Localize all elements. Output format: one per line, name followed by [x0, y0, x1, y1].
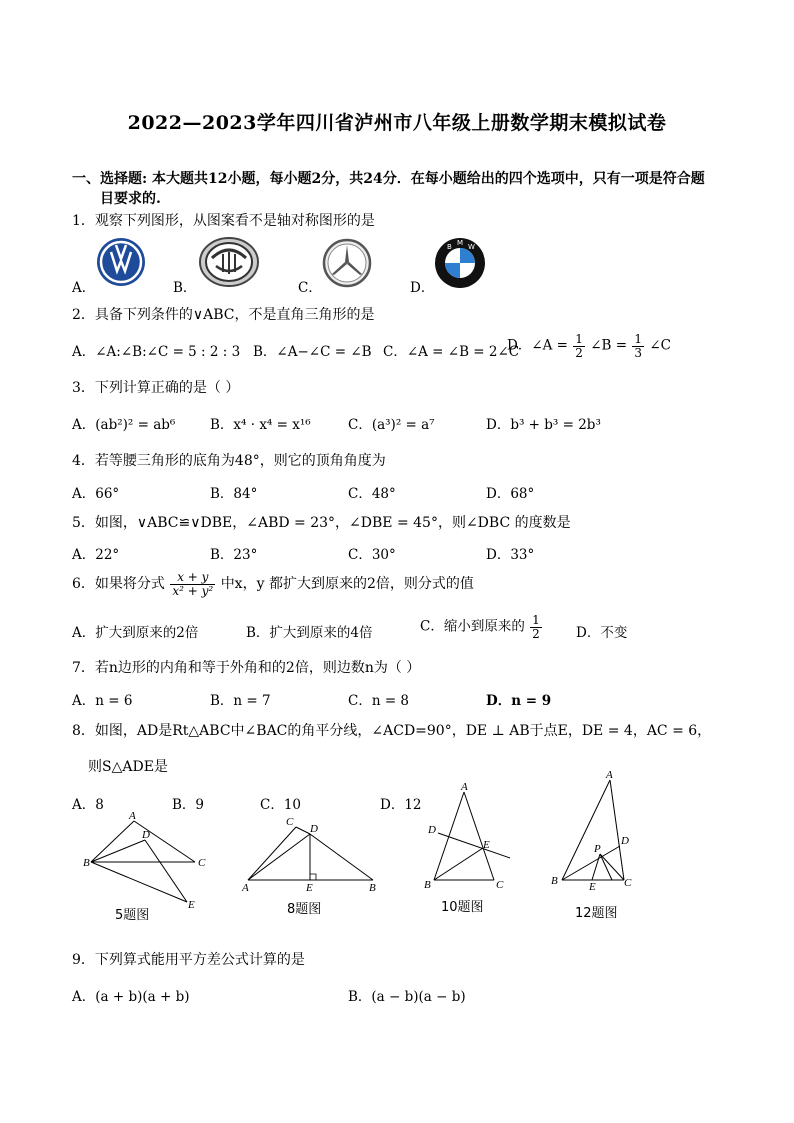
- q2-option-b: B．∠A−∠C = ∠B: [253, 344, 372, 360]
- page-title: 2022—2023学年四川省泸州市八年级上册数学期末模拟试卷: [127, 112, 667, 134]
- q9-option-b: B．(a − b)(a − b): [348, 989, 466, 1005]
- q3-option-d: D．b³ + b³ = 2b³: [486, 417, 601, 433]
- fig10-point-label: B: [424, 879, 431, 891]
- q7-stem: 7．若n边形的内角和等于外角和的2倍，则边数n为（ ）: [72, 660, 421, 676]
- q2-d-frac-half: $\frac{1}{2}$: [575, 332, 583, 360]
- fig5-point-label: D: [142, 829, 150, 841]
- fig10-point-label: C: [496, 879, 504, 891]
- fig12-point-label: C: [624, 877, 632, 889]
- figure-5-diagram: [82, 806, 212, 910]
- q4-option-d: D．68°: [486, 486, 535, 502]
- fig12-point-label: E: [589, 881, 596, 893]
- q2-d-end: ∠C: [649, 337, 671, 354]
- q2-d-frac-third: $\frac{1}{3}$: [634, 332, 643, 360]
- q7-option-b: B．n = 7: [210, 693, 271, 709]
- figure-12-diagram: [548, 766, 638, 896]
- q7-option-d: D．n = 9: [486, 693, 552, 709]
- volkswagen-logo-icon: [96, 237, 146, 287]
- q4-option-c: C．48°: [348, 486, 396, 502]
- q5-option-a: A．22°: [72, 547, 120, 563]
- q6-option-a: A．扩大到原来的2倍: [72, 625, 199, 641]
- fig8-point-label: E: [306, 882, 313, 894]
- q3-option-a: A．(ab²)² = ab⁶: [72, 417, 176, 433]
- fig5-point-label: E: [188, 899, 195, 910]
- q1-option-a: A．: [72, 280, 96, 296]
- q6-fraction: $\frac{x + y}{\text{x² + y²}}$: [172, 570, 214, 598]
- figure-8-caption: 8题图: [287, 902, 322, 917]
- q7-option-c: C．n = 8: [348, 693, 410, 709]
- fig12-point-label: P: [594, 843, 601, 855]
- q4-option-b: B．84°: [210, 486, 258, 502]
- q9-option-a: A．(a + b)(a + b): [72, 989, 190, 1005]
- q8-stem-2: 则S△ADE是: [88, 759, 168, 775]
- q5-option-d: D．33°: [486, 547, 535, 563]
- bmw-letter-m: M: [457, 239, 464, 247]
- q3-option-c: C．(a³)² = a⁷: [348, 417, 435, 433]
- figure-12-caption: 12题图: [575, 906, 618, 921]
- q1-option-c: C．: [298, 280, 322, 296]
- q1-stem: 1．观察下列图形，从图案看不是轴对称图形的是: [72, 213, 375, 229]
- q7-option-a: A．n = 6: [72, 693, 133, 709]
- fig12-point-label: D: [621, 835, 629, 847]
- q2-option-a: A．∠A:∠B:∠C = 5 : 2 : 3: [72, 344, 241, 360]
- bmw-letter-w: W: [468, 243, 475, 251]
- q4-option-a: A．66°: [72, 486, 120, 502]
- q8-stem: 8．如图，AD是Rt△ABC中∠BAC的角平分线，∠ACD=90°，DE ⊥ AB于点E，DE = 4，AC = 6，: [72, 723, 712, 739]
- q4-stem: 4．若等腰三角形的底角为48°，则它的顶角角度为: [72, 453, 386, 469]
- q5-option-b: B．23°: [210, 547, 258, 563]
- fig8-point-label: B: [369, 882, 376, 894]
- q8-option-c: C．10: [260, 797, 302, 813]
- q8-option-b: B．9: [172, 797, 205, 813]
- bmw-logo-icon: [434, 237, 486, 289]
- fig5-point-label: B: [83, 857, 90, 869]
- q6-option-c: C．缩小到原来的 $\frac{1}{2}$: [420, 613, 540, 641]
- fig10-point-label: E: [483, 839, 490, 851]
- figure-10-diagram: [420, 778, 516, 892]
- q5-option-c: C．30°: [348, 547, 396, 563]
- q2-option-d: [507, 333, 671, 359]
- figure-10-caption: 10题图: [441, 900, 484, 915]
- q6-c-frac: $\frac{1}{2}$: [532, 613, 540, 641]
- fig10-point-label: D: [428, 824, 436, 836]
- figure-5-caption: 5题图: [115, 908, 150, 923]
- q6-stem: 6．如果将分式 $\frac{x + y}{\text{x² + y²}}$ 中x，y 都扩大到原来的2倍，则分式的值: [72, 570, 474, 598]
- q2-d-start: D．∠A =: [507, 337, 568, 354]
- q3-stem: 3．下列计算正确的是（ ）: [72, 380, 240, 396]
- bmw-letter-b: B: [447, 243, 452, 251]
- section-heading-cont: 目要求的.: [100, 191, 161, 207]
- q8-option-a: A．8: [72, 797, 104, 813]
- mercedes-logo-icon: [322, 238, 372, 288]
- q6-option-d: D．不变: [576, 625, 628, 641]
- q1-option-b: B．: [173, 280, 197, 296]
- fig12-point-label: B: [551, 875, 558, 887]
- figure-8-diagram: [238, 812, 384, 894]
- fig8-point-label: A: [242, 882, 249, 894]
- section-heading: 一、选择题: 本大题共12小题，每小题2分，共24分．在每小题给出的四个选项中，只有一项是符合题: [72, 171, 705, 187]
- q1-option-d: D．: [410, 280, 435, 296]
- fig12-point-label: A: [606, 769, 613, 781]
- fig5-point-label: A: [129, 810, 136, 822]
- q2-stem: 2．具备下列条件的∨ABC，不是直角三角形的是: [72, 307, 375, 323]
- q8-option-d: D．12: [380, 797, 422, 813]
- buick-logo-icon: [198, 236, 260, 288]
- q6-option-b: B．扩大到原来的4倍: [246, 625, 373, 641]
- fig8-point-label: C: [286, 816, 294, 828]
- fig10-point-label: A: [461, 781, 468, 793]
- fig5-point-label: C: [198, 857, 206, 869]
- q2-d-mid: ∠B =: [590, 337, 628, 354]
- q2-option-c: C．∠A = ∠B = 2∠C: [383, 344, 520, 360]
- q5-stem: 5．如图，∨ABC≌∨DBE，∠ABD = 23°，∠DBE = 45°，则∠DBC 的度数是: [72, 515, 571, 531]
- q9-stem: 9．下列算式能用平方差公式计算的是: [72, 952, 305, 968]
- fig8-point-label: D: [310, 823, 318, 835]
- q3-option-b: B．x⁴ · x⁴ = x¹⁶: [210, 417, 311, 433]
